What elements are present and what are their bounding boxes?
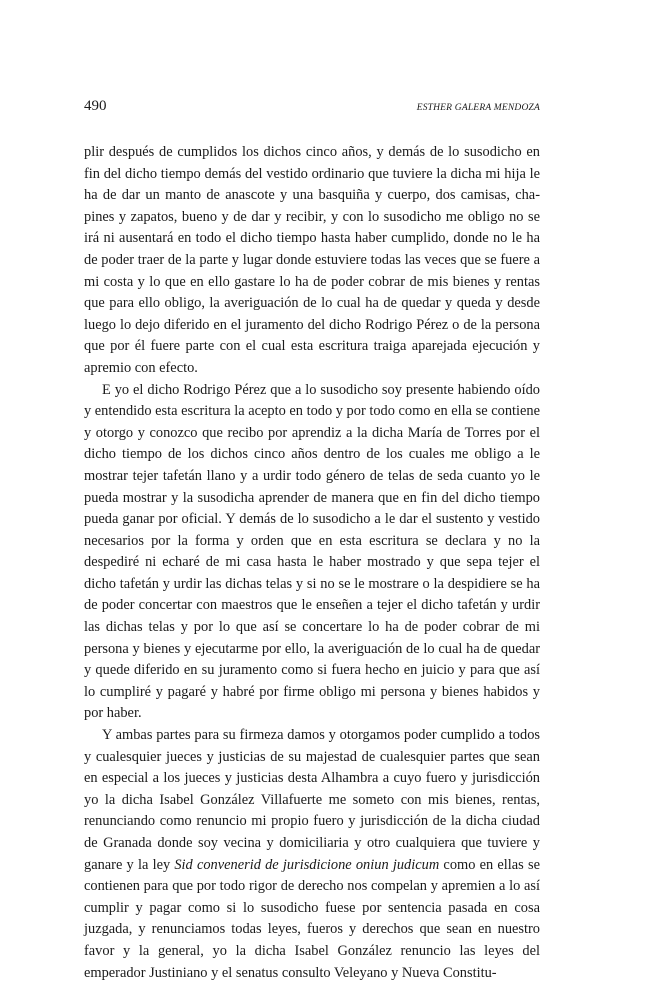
paragraph-1: plir después de cumplidos los dichos cinco años, y demás de lo susodicho en fin del dicho tiempo demás del vestido ordinario que tuviere la dicha mi hija le ha de dar un manto de anascote y una basquiña y cuerpo, dos camisas, chapines y zapatos, bueno y de dar y recibir, y con lo susodicho me obligo no se irá ni ausentará en todo el dicho tiempo hasta haber cumplido, donde no le ha de poder traer de la parte y lugar donde estuviere todas las veces que se fuere a mi costa y lo que en ello gastare lo ha de poder cobrar de mis bienes y rentas que para ello obligo, la averiguación de lo cual ha de quedar y queda y desde luego lo dejo diferido en el juramento del dicho Rodrigo Pérez o de la persona que por él fuere parte con el cual esta escritura traiga aparejada ejecución y apremio con efecto. — [84, 144, 540, 376]
page-header — [84, 98, 540, 120]
paragraph-3 — [84, 725, 540, 984]
paragraph-3-text-after: como en ellas se contienen para que por todo rigor de derecho nos compelan y apremien a lo así cumplir y pagar como si lo susodicho fuese por sentencia pasada en cosa juzgada, y renunciamos todas leyes, fueros y derechos que sean en nuestro favor y la general, yo la dicha Isabel González renuncio las leyes del emperador Justiniano y el senatus consulto Veleyano y Nueva Constitu- — [84, 856, 540, 981]
paragraph-3-text-before: Y ambas partes para su firmeza damos y otorgamos poder cumplido a todos y cualesquier jueces y justicias de su majestad de cualesquier partes que sean en especial a los jueces y justicias desta Alhambra a cuyo fuero y jurisdicción yo la dicha Isabel González Villafuerte me someto con mis bienes, rentas, renunciando como renuncio mi propio fuero y jurisdicción de la dicha ciudad de Granada donde soy vecina y domiciliaria y otro cualquiera que tuviere y ganare y la ley — [84, 727, 540, 873]
paragraph-2: E yo el dicho Rodrigo Pérez que a lo susodicho soy presente habiendo oído y entendido esta escritura la acepto en todo y por todo como en ella se contiene y otorgo y conozco que recibo por aprendiz a la dicha María de Torres por el dicho tiempo de los dichos cinco años dentro de los cuales me obligo a le mostrar tejer tafetán llano y a urdir todo género de telas de seda cuanto yo le pueda mostrar y la susodicha aprender de manera que en fin del dicho tiempo pueda ganar por oficial. Y demás de lo susodicho a le dar el sustento y vestido necesarios por la forma y orden que en esta escritura se declara y no la despediré ni echaré de mi casa hasta le haber mostrado y que sepa tejer el dicho tafetán y urdir las dichas telas y si no se le mostrare o la despidiere se ha de poder concertar con maestros que le enseñen a tejer el dicho tafetán y urdir las dichas telas y por lo que así se concertare lo ha de poder cobrar de mi persona y bienes y ejecutarme por ello, la averiguación de lo cual ha de quedar y quede diferido en su juramento como si fuera hecho en juicio y para que así lo cumpliré y pagaré y habré por firme obligo mi persona y bienes habidos y por haber. — [84, 381, 540, 722]
running-head: ESTHER GALERA MENDOZA — [416, 103, 540, 113]
body-text — [84, 142, 540, 984]
latin-law-title: Sid convenerid de jurisdicione oniun judicum — [174, 856, 440, 873]
page-number: 490 — [84, 98, 107, 114]
page — [84, 98, 540, 984]
